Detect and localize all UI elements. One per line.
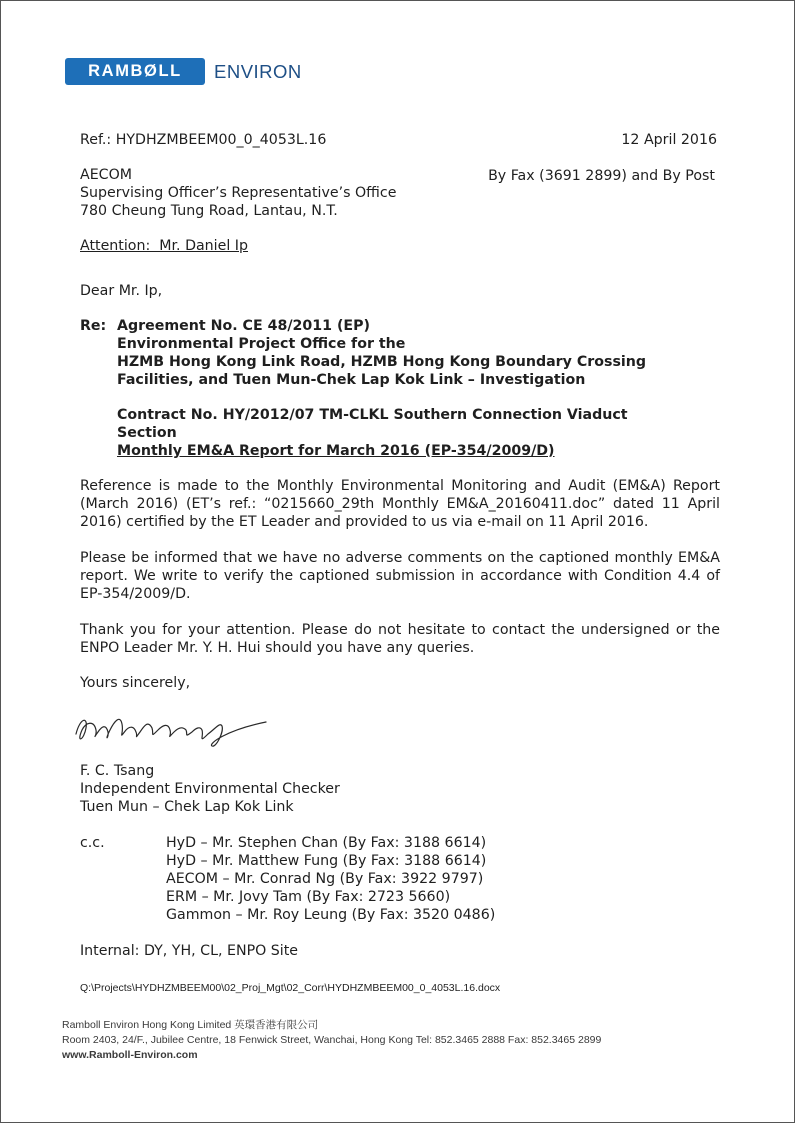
cc-entry: ERM – Mr. Jovy Tam (By Fax: 2723 5660) [166, 889, 451, 905]
body-paragraph-1: Reference is made to the Monthly Environmental Monitoring and Audit (EM&A) Report (March 2016) (ET’s ref.: “0215660_29th Monthly EM&A_20160411.doc” dated 11 April 2016) certified by the ET Leader and provided to us via e-mail on 11 April 2016. [80, 478, 720, 530]
salutation: Dear Mr. Ip, [80, 283, 163, 299]
delivery-method: By Fax (3691 2899) and By Post [488, 168, 715, 184]
signatory-name: F. C. Tsang [80, 763, 155, 779]
body-paragraph-2: Please be informed that we have no adverse comments on the captioned monthly EM&A report. We write to verify the captioned submission in accordance with Condition 4.4 of EP-354/2009/D. [80, 550, 720, 602]
subject-line-2: Environmental Project Office for the [117, 336, 406, 352]
attention-line: Attention: Mr. Daniel Ip [80, 238, 248, 254]
logo-brand: RAMBØLL [88, 62, 182, 80]
closing: Yours sincerely, [80, 675, 191, 691]
recipient-line-1: AECOM [80, 167, 132, 183]
ramboll-logo [65, 58, 205, 85]
subject-line-1: Agreement No. CE 48/2011 (EP) [117, 318, 371, 334]
subject-line-6: Section [117, 425, 177, 441]
body-paragraph-3: Thank you for your attention. Please do not hesitate to contact the undersigned or the ENPO Leader Mr. Y. H. Hui should you have any queries. [80, 622, 720, 656]
subject-re-label: Re: [80, 318, 107, 334]
cc-entry: HyD – Mr. Matthew Fung (By Fax: 3188 6614) [166, 853, 487, 869]
footer-address: Room 2403, 24/F., Jubilee Centre, 18 Fenwick Street, Wanchai, Hong Kong Tel: 852.3465 2888 Fax: 852.3465 2899 [62, 1034, 602, 1046]
recipient-line-2: Supervising Officer’s Representative’s Office [80, 185, 397, 201]
cc-entry: AECOM – Mr. Conrad Ng (By Fax: 3922 9797) [166, 871, 484, 887]
recipient-line-3: 780 Cheung Tung Road, Lantau, N.T. [80, 203, 338, 219]
subject-line-3: HZMB Hong Kong Link Road, HZMB Hong Kong Boundary Crossing [117, 354, 647, 370]
footer-company: Ramboll Environ Hong Kong Limited 英環香港有限公司 [62, 1019, 319, 1031]
subject-line-4: Facilities, and Tuen Mun-Chek Lap Kok Link – Investigation [117, 372, 586, 388]
signatory-title: Independent Environmental Checker [80, 781, 340, 797]
footer-website: www.Ramboll-Environ.com [62, 1049, 198, 1061]
logo-suffix: ENVIRON [214, 61, 302, 82]
reference-number: Ref.: HYDHZMBEEM00_0_4053L.16 [80, 132, 327, 148]
cc-entry: HyD – Mr. Stephen Chan (By Fax: 3188 6614) [166, 835, 487, 851]
internal-distribution: Internal: DY, YH, CL, ENPO Site [80, 943, 299, 959]
signatory-project: Tuen Mun – Chek Lap Kok Link [80, 799, 294, 815]
subject-line-5: Contract No. HY/2012/07 TM-CLKL Southern Connection Viaduct [117, 407, 628, 423]
handwritten-signature [70, 700, 270, 752]
file-path: Q:\Projects\HYDHZMBEEM00\02_Proj_Mgt\02_Corr\HYDHZMBEEM00_0_4053L.16.docx [80, 982, 501, 994]
cc-label: c.c. [80, 835, 105, 851]
subject-line-7: Monthly EM&A Report for March 2016 (EP-354/2009/D) [117, 443, 555, 459]
cc-entry: Gammon – Mr. Roy Leung (By Fax: 3520 0486) [166, 907, 496, 923]
letter-date: 12 April 2016 [621, 132, 717, 148]
